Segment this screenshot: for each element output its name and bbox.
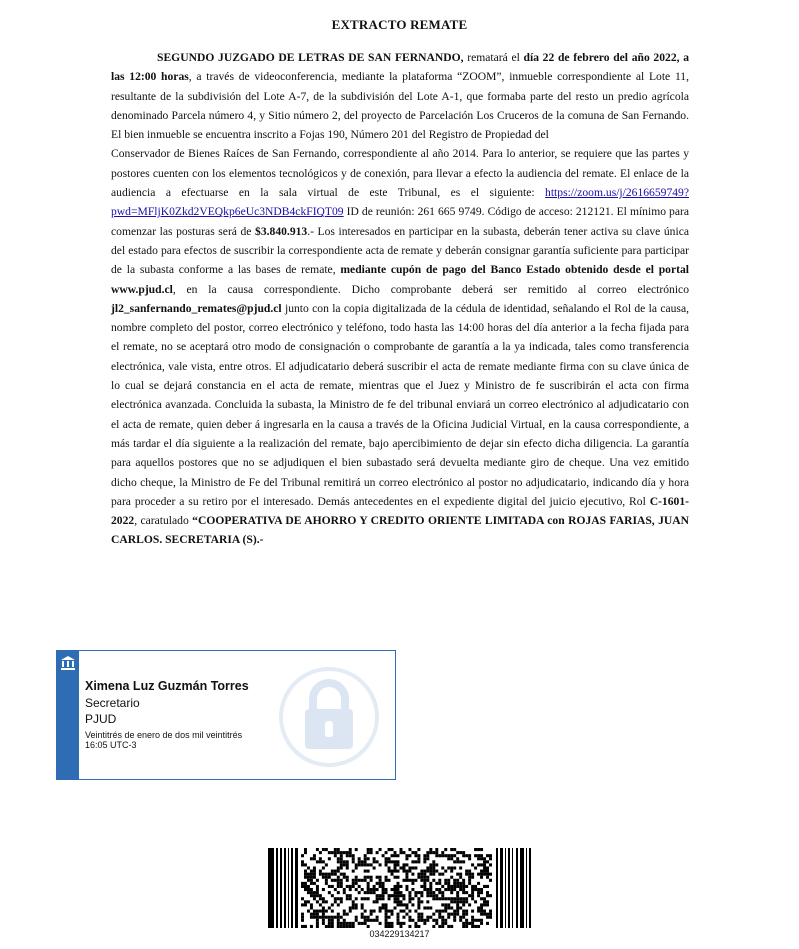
- document-body: [111, 48, 689, 550]
- auction-date: día 22 de febrero del año 2022, a las 12:00 horas: [111, 51, 690, 84]
- case-rol: C-1601-2022: [111, 494, 689, 528]
- paragraph-2: Conservador de Bienes Raíces de San Fernando, correspondiente al año 2014. Para lo anterior, se requiere que las partes y postores cuenten con los elementos tecnológicos y de conexión, para llevar a efecto la audiencia del remate. El enlace de la audiencia a efectuarse en la sala virtual de este Tribunal, es el siguiente: https://zoom.us/j/2616659749?pwd=MFljK0Zkd2VEQkp6eUc3NDB4ckFIQT09 ID de reunión: 261 665 9749. Código de acceso: 212121. El mínimo para comenzar las posturas será de $3.840.913.- Los interesados en participar en la subasta, deberán tener activa su clave única del estado para efectos de suscribir la correspondiente acta de remate y deberán consignar garantía suficiente para participar de la subasta conforme a las bases de remate, mediante cupón de pago del Banco Estado obtenido desde el portal www.pjud.cl, en la causa correspondiente. Dicho comprobante deberá ser remitido al correo electrónico jl2_sanfernando_remates@pjud.cl junto con la copia digitalizada de la cédula de identidad, señalando el Rol de la causa, nombre completo del postor, correo electrónico y teléfono, todo hasta las 14:00 horas del día anterior a la fecha fijada para el remate, no se aceptará otro modo de consignación o comprobante de garantía a la ya indicada, tales como transferencia electrónica, vale vista, entre otros. El adjudicatario deberá suscribir el acta de remate mediante firma con su clave única de lo cual se dejará constancia en el acta de remate, mientras que el Juez y Ministro de fe suscribirán el acta con firma electrónica avanzada. Concluida la subasta, la Ministro de fe del tribunal enviará un correo electrónico al adjudicatario con el acta de remate, quien deber á ingresarla en la causa a través de la Oficina Judicial Virtual, en la causa correspondiente, a más tardar el día siguiente a la realización del remate, bajo apercibimiento de dejar sin efecto dicha diligencia. La garantía para aquellos postores que no se adjudiquen el bien subastado será devuelta mediante giro de cheque. Una vez emitido dicho cheque, la Ministro de Fe del Tribunal remitirá un correo electrónico al postor no adjudicatario, indicando día y hora para proceder a su retiro por el interesado. Demás antecedentes en el expediente digital del juicio ejecutivo, Rol C-1601-2022, caratulado “COOPERATIVA DE AHORRO Y CREDITO ORIENTE LIMITADA con ROJAS FARIAS, JUAN CARLOS. SECRETARIA (S).-: [111, 147, 690, 547]
- zoom-link[interactable]: https://zoom.us/j/2616659749?pwd=MFljK0Zkd2VEQkp6eUc3NDB4ckFIQT09: [111, 186, 689, 219]
- signer-role: Secretario: [85, 696, 140, 710]
- case-title: “COOPERATIVA DE AHORRO Y CREDITO ORIENTE LIMITADA con ROJAS FARIAS, JUAN CARLOS. SECRETARIA (S).-: [111, 514, 689, 547]
- document-title: EXTRACTO REMATE: [331, 17, 468, 32]
- pdf417-barcode: [268, 848, 531, 928]
- lock-watermark-icon: [279, 663, 379, 773]
- signer-organization: PJUD: [85, 712, 117, 726]
- signature-date: Veintitrés de enero de dos mil veintitrés 16:05 UTC-3: [85, 730, 243, 750]
- barcode-number: 034229134217: [369, 929, 430, 939]
- signature-side-bar: [57, 651, 79, 779]
- signature-details: [85, 679, 249, 750]
- paragraph-1: SEGUNDO JUZGADO DE LETRAS DE SAN FERNANDO, rematará el día 22 de febrero del año 2022, a las 12:00 horas, a través de videoconferencia, mediante la plataforma “ZOOM”, inmueble correspondiente al Lote 11, resultante de la subdivisión del Lote A-7, de la subdivisión del Lote A-1, que formaba parte del resto un predio agrícola denominado Parcela número 4, y Sitio número 2, del proyecto de Parcelación Los Cruceros de la comuna de San Fernando. El bien inmueble se encuentra inscrito a Fojas 190, Número 201 del Registro de Propiedad del: [111, 51, 690, 142]
- payment-instructions: mediante cupón de pago del Banco Estado obtenido desde el portal www.pjud.cl: [111, 263, 690, 296]
- minimum-bid: $3.840.913: [255, 224, 308, 238]
- electronic-signature-box: [56, 650, 396, 780]
- contact-email: jl2_sanfernando_remates@pjud.cl: [111, 301, 282, 315]
- signer-name: Ximena Luz Guzmán Torres: [85, 679, 249, 693]
- court-name: SEGUNDO JUZGADO DE LETRAS DE SAN FERNANDO,: [157, 51, 464, 64]
